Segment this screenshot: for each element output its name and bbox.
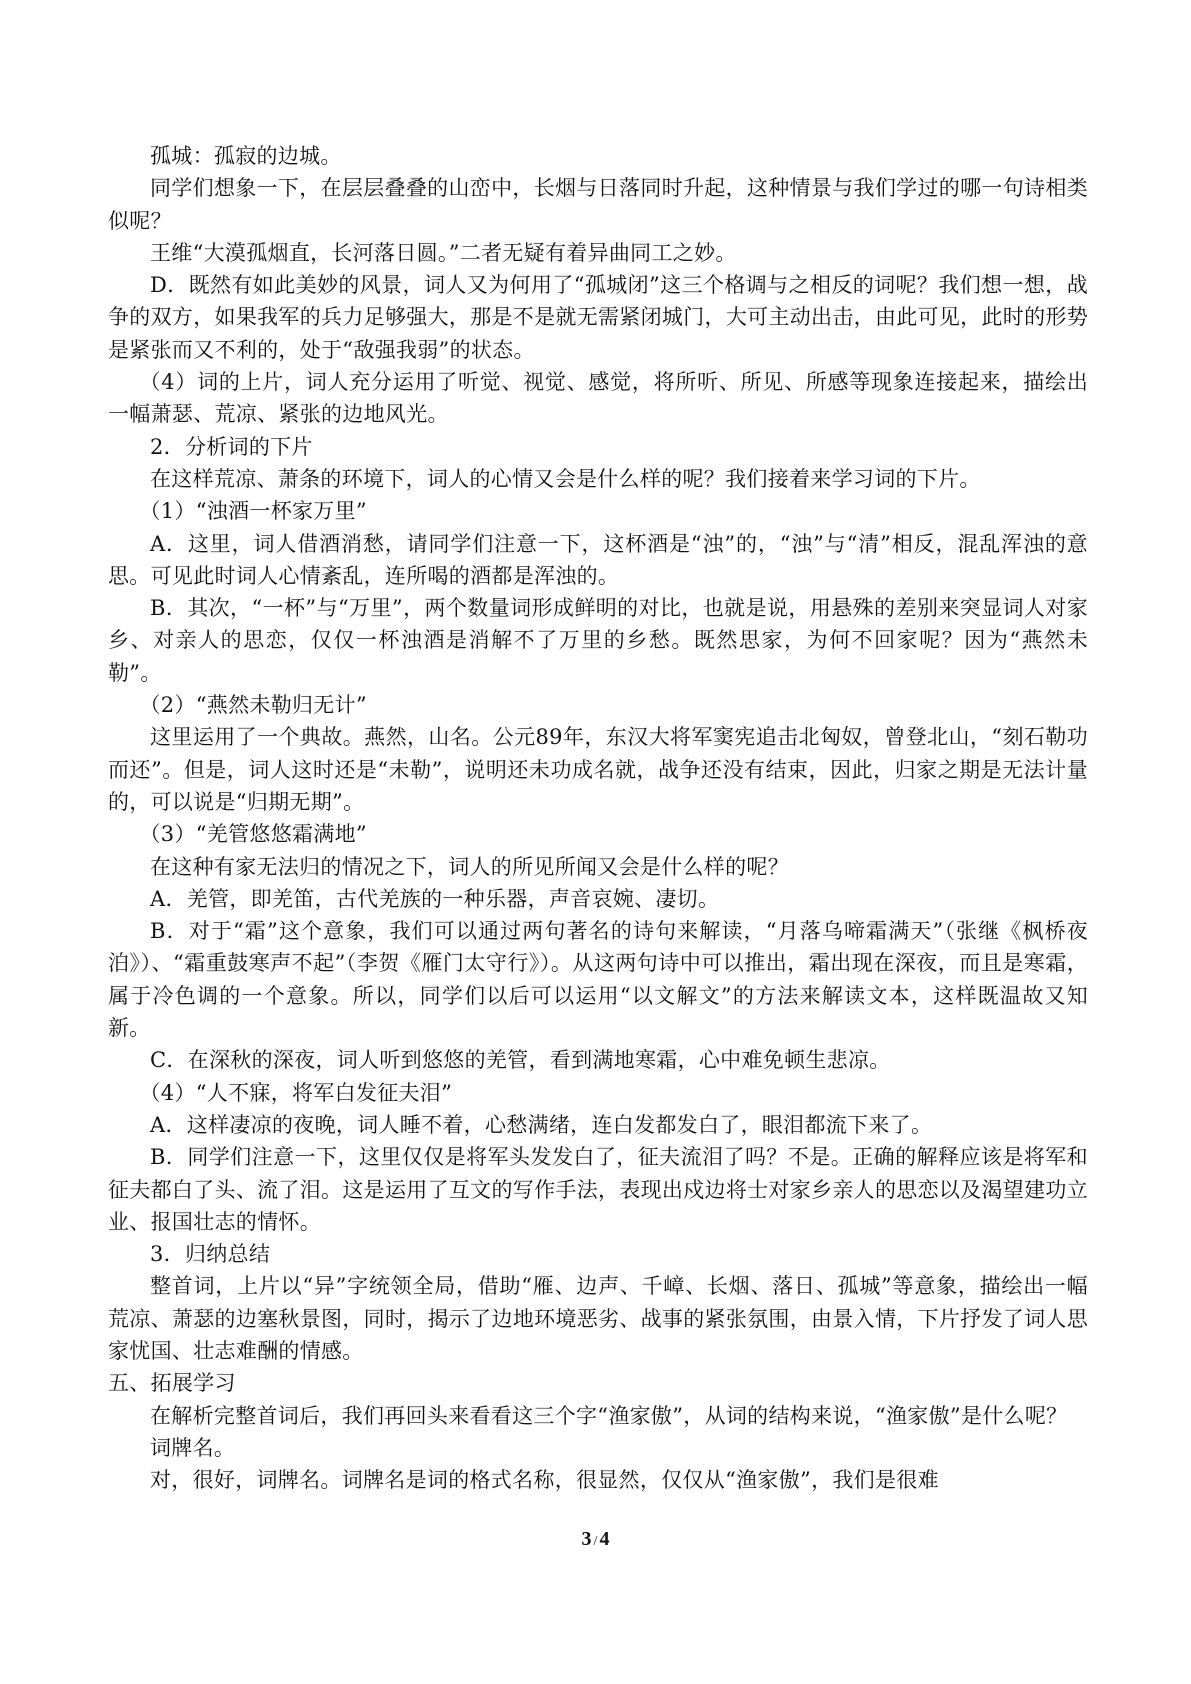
paragraph: （4）词的上片，词人充分运用了听觉、视觉、感觉，将所听、所见、所感等现象连接起来，描绘出一幅萧瑟、荒凉、紧张的边地风光。 [108,370,1088,427]
document-body [108,140,1088,1496]
paragraph: C．在深秋的深夜，词人听到悠悠的羌管，看到满地寒霜，心中难免顿生悲凉。 [150,1048,891,1073]
paragraph: （1）“浊酒一杯家万里” [139,499,367,524]
paragraph: 3．归纳总结 [150,1242,271,1267]
paragraph: A．这里，词人借酒消愁，请同学们注意一下，这杯酒是“浊”的，“浊”与“清”相反，混乱浑浊的意思。可见此时词人心情紊乱，连所喝的酒都是浑浊的。 [108,531,1088,588]
paragraph: 在这种有家无法归的情况之下，词人的所见所闻又会是什么样的呢？ [150,854,789,879]
paragraph: （3）“羌管悠悠霜满地” [139,822,367,847]
current-page-number: 3 [581,1528,592,1550]
paragraph: A．这样凄凉的夜晚，词人睡不着，心愁满绪，连白发都发白了，眼泪都流下来了。 [150,1112,933,1137]
paragraph: 孤城：孤寂的边城。 [150,144,342,168]
paragraph: A．羌管，即羌笛，古代羌族的一种乐器，声音哀婉、凄切。 [150,886,720,911]
total-page-count: 4 [599,1528,610,1550]
paragraph: B．同学们注意一下，这里仅仅是将军头发发白了，征夫流泪了吗？不是。正确的解释应该是将军和征夫都白了头、流了泪。这是运用了互文的写作手法，表现出戍边将士对家乡亲人的思恋以及渴望建功立业、报国壮志的情怀。 [108,1145,1088,1234]
paragraph: 整首词，上片以“异”字统领全局，借助“雁、边声、千嶂、长烟、落日、孤城”等意象，描绘出一幅荒凉、萧瑟的边塞秋景图，同时，揭示了边地环境恶劣、战事的紧张氛围，由景入情，下片抒发了词人思家忧国、壮志难酬的情感。 [108,1274,1088,1363]
paragraph: 五、拓展学习 [108,1371,236,1396]
paragraph: （4）“人不寐，将军白发征夫泪” [139,1080,453,1105]
paragraph: 词牌名。 [150,1435,236,1460]
paragraph: D．既然有如此美妙的风景，词人又为何用了“孤城闭”这三个格调与之相反的词呢？我们想一想，战争的双方，如果我军的兵力足够强大，那是不是就无需紧闭城门，大可主动出击，由此可见，此时的形势是紧张而又不利的，处于“敌强我弱”的状态。 [108,273,1088,362]
paragraph: B．其次，“一杯”与“万里”，两个数量词形成鲜明的对比，也就是说，用悬殊的差别来突显词人对家乡、对亲人的思恋，仅仅一杯浊酒是消解不了万里的乡愁。既然思家，为何不回家呢？因为“燕然未勒”。 [108,596,1088,685]
paragraph: 在解析完整首词后，我们再回头来看看这三个字“渔家傲”，从词的结构来说，“渔家傲”是什么呢？ [150,1403,1068,1428]
paragraph: 同学们想象一下，在层层叠叠的山峦中，长烟与日落同时升起，这种情景与我们学过的哪一句诗相类似呢？ [108,176,1088,233]
paragraph: B．对于“霜”这个意象，我们可以通过两句著名的诗句来解读，“月落乌啼霜满天”（张继《枫桥夜泊》）、“霜重鼓寒声不起”（李贺《雁门太守行》）。从这两句诗中可以推出，霜出现在深夜，而且是寒霜，属于冷色调的一个意象。所以，同学们以后可以运用“以文解文”的方法来解读文本，这样既温故又知新。 [108,919,1088,1041]
paragraph: 这里运用了一个典故。燕然，山名。公元89年，东汉大将军窦宪追击北匈奴，曾登北山，“刻石勒功而还”。但是，词人这时还是“未勒”，说明还未功成名就，战争还没有结束，因此，归家之期是无法计量的，可以说是“归期无期”。 [108,725,1088,814]
paragraph: 在这样荒凉、萧条的环境下，词人的心情又会是什么样的呢？我们接着来学习词的下片。 [150,466,981,491]
paragraph: 对，很好，词牌名。词牌名是词的格式名称，很显然，仅仅从“渔家傲”，我们是很难 [150,1468,939,1493]
page-number [0,1528,1191,1551]
paragraph: （2）“燕然未勒归无计” [139,693,367,718]
paragraph: 王维“大漠孤烟直，长河落日圆。”二者无疑有着异曲同工之妙。 [150,240,737,265]
paragraph: 2．分析词的下片 [150,434,313,459]
page-number-separator: / [593,1534,598,1549]
